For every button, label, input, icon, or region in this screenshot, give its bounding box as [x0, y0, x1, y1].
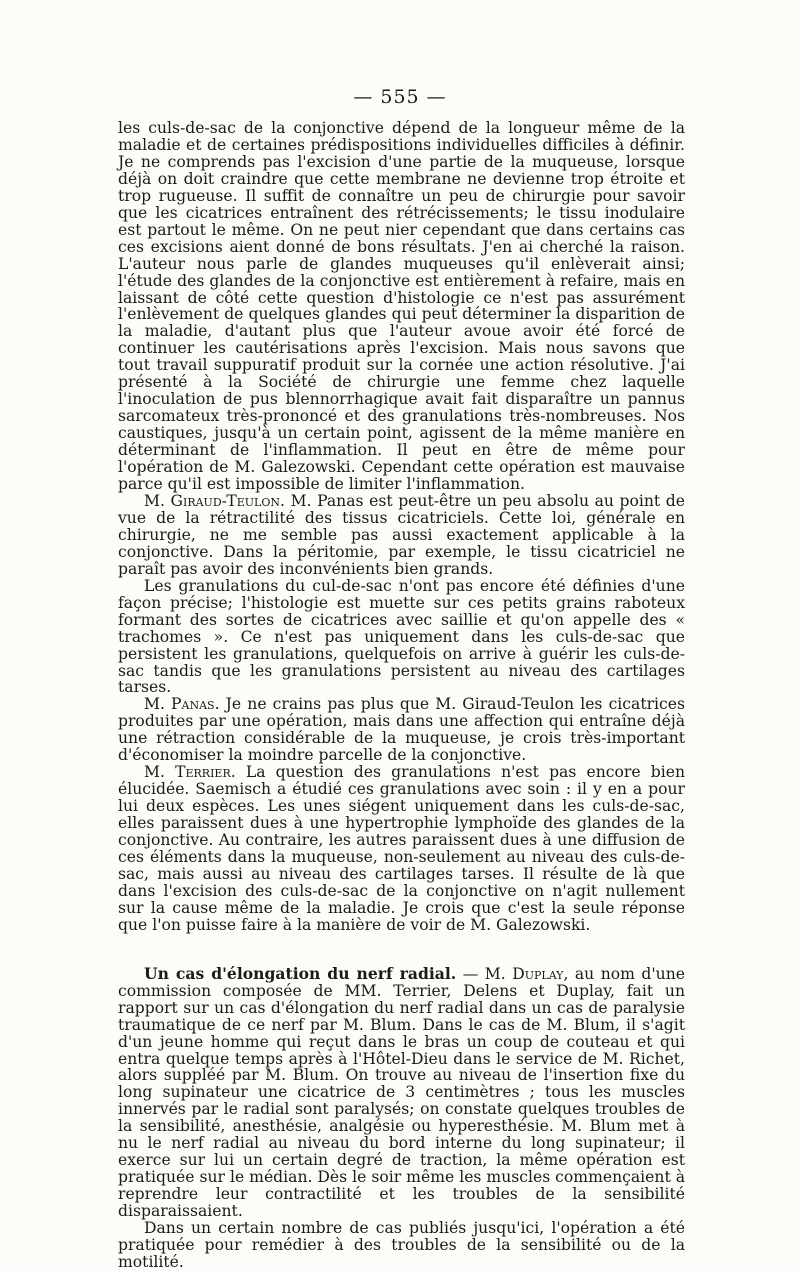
paragraph-6	[118, 963, 685, 1221]
paragraph-text: M. Panas est peut-être un peu absolu au point de vue de la rétractilité des tissus cicatriciels. Cette loi, générale en chirurgie, ne me semble pas aussi exactement applicable à la conjonctive. Dans la péritomie, par exemple, le tissu cicatriciel ne paraît pas avoir des inconvénients bien grands.	[118, 491, 685, 578]
paragraph-1	[118, 120, 685, 493]
paragraph-text: Les granulations du cul-de-sac n'ont pas encore été définies d'une façon précise; l'histologie est muette sur ces petits grains raboteux formant des sortes de cicatrices avec saillie et qu'on appelle des « trachomes ». Ce n'est pas uniquement dans les culs-de-sac que persistent les granulations, quelquefois on arrive à guérir les culs-de-sac tandis que les granulations persistent au niveau des cartilages tarses.	[118, 576, 685, 697]
speaker-name: M. Panas.	[144, 695, 220, 714]
speaker-name: M. Giraud-Teulon.	[144, 491, 285, 510]
paragraph-3	[118, 578, 685, 697]
page-number: — 555 —	[353, 86, 447, 108]
paragraph-4	[118, 696, 685, 764]
paragraph-7	[118, 1220, 685, 1271]
paragraph-text: Je ne crains pas plus que M. Giraud-Teulon les cicatrices produites par une opération, mais dans une affection qui entraîne déjà une rétraction considérable de la muqueuse, je crois très-important d'économiser la moindre parcelle de la conjonctive.	[118, 695, 685, 765]
section-heading: Un cas d'élongation du nerf radial.	[144, 963, 457, 983]
paragraph-text: La question des granulations n'est pas encore bien élucidée. Saemisch a étudié ces granulations avec soin : il y en a pour lui deux espèces. Les unes siégent uniquement dans les culs-de-sac, elles paraissent dues à une hypertrophie lymphoïde des glandes de la conjonctive. Au contraire, les autres paraissent dues à une diffusion de ces éléments dans la muqueuse, non-seulement au niveau des culs-de-sac, mais aussi au niveau des cartilages tarses. Il résulte de là que dans l'excision des culs-de-sac de la conjonctive on n'agit nullement sur la cause même de la maladie. Je crois que c'est la seule réponse que l'on puisse faire à la manière de voir de M. Galezowski.	[118, 763, 685, 934]
paragraph-2	[118, 493, 685, 578]
paragraph-text: Dans un certain nombre de cas publiés jusqu'ici, l'opération a été pratiquée pour remédier à des troubles de la sensibilité ou de la motilité.	[118, 1219, 685, 1271]
speaker-name: — M. Duplay,	[456, 964, 569, 983]
paragraph-5	[118, 764, 685, 934]
paragraph-text: les culs-de-sac de la conjonctive dépend de la longueur même de la maladie et de certaines prédispositions individuelles difficiles à définir. Je ne comprends pas l'excision d'une partie de la muqueuse, lorsque déjà on doit craindre que cette membrane ne devienne trop étroite et trop rugueuse. Il suffit de connaître un peu de chirurgie pour savoir que les cicatrices entraînent des rétrécissements; le tissu inodulaire est partout le même. On ne peut nier cependant que dans certains cas ces excisions aient donné de bons résultats. J'en ai cherché la raison. L'auteur nous parle de glandes muqueuses qu'il enlèverait ainsi; l'étude des glandes de la conjonctive est entièrement à refaire, mais en laissant de côté cette question d'histologie ce n'est pas assurément l'enlèvement de quelques glandes qui peut déterminer la disparition de la maladie, d'autant plus que l'auteur avoue avoir été forcé de continuer les cautérisations après l'excision. Mais nous savons que tout travail suppuratif produit sur la cornée une action résolutive. J'ai présenté à la Société de chirurgie une femme chez laquelle l'inoculation de pus blennorrhagique avait fait disparaître un pannus sarcomateux très-prononcé et des granulations très-nombreuses. Nos caustiques, jusqu'à un certain point, agissent de la même manière en déterminant de l'inflammation. Il peut en être de même pour l'opération de M. Galezowski. Cependant cette opération est mauvaise parce qu'il est impossible de limiter l'inflammation.	[118, 119, 685, 494]
speaker-name: M. Terrier.	[144, 763, 236, 782]
body-text	[118, 120, 685, 1271]
paragraph-text: au nom d'une commission composée de MM. Terrier, Delens et Duplay, fait un rapport sur un cas d'élongation du nerf radial dans un cas de paralysie traumatique de ce nerf par M. Blum. Dans le cas de M. Blum, il s'agit d'un jeune homme qui reçut dans le bras un coup de couteau et qui entra quelque temps après à l'Hôtel-Dieu dans le service de M. Richet, alors suppléé par M. Blum. On trouve au niveau de l'insertion fixe du long supinateur une cicatrice de 3 centimètres ; tous les muscles innervés par le radial sont paralysés; on constate quelques troubles de la sensibilité, anesthésie, analgésie ou hyperesthésie. M. Blum met à nu le nerf radial au niveau du bord interne du long supinateur; il exerce sur lui un certain degré de traction, la même opération est pratiquée sur le médian. Dès le soir même les muscles commençaient à reprendre leur contractilité et les troubles de la sensibilité disparaissaient.	[118, 964, 685, 1221]
